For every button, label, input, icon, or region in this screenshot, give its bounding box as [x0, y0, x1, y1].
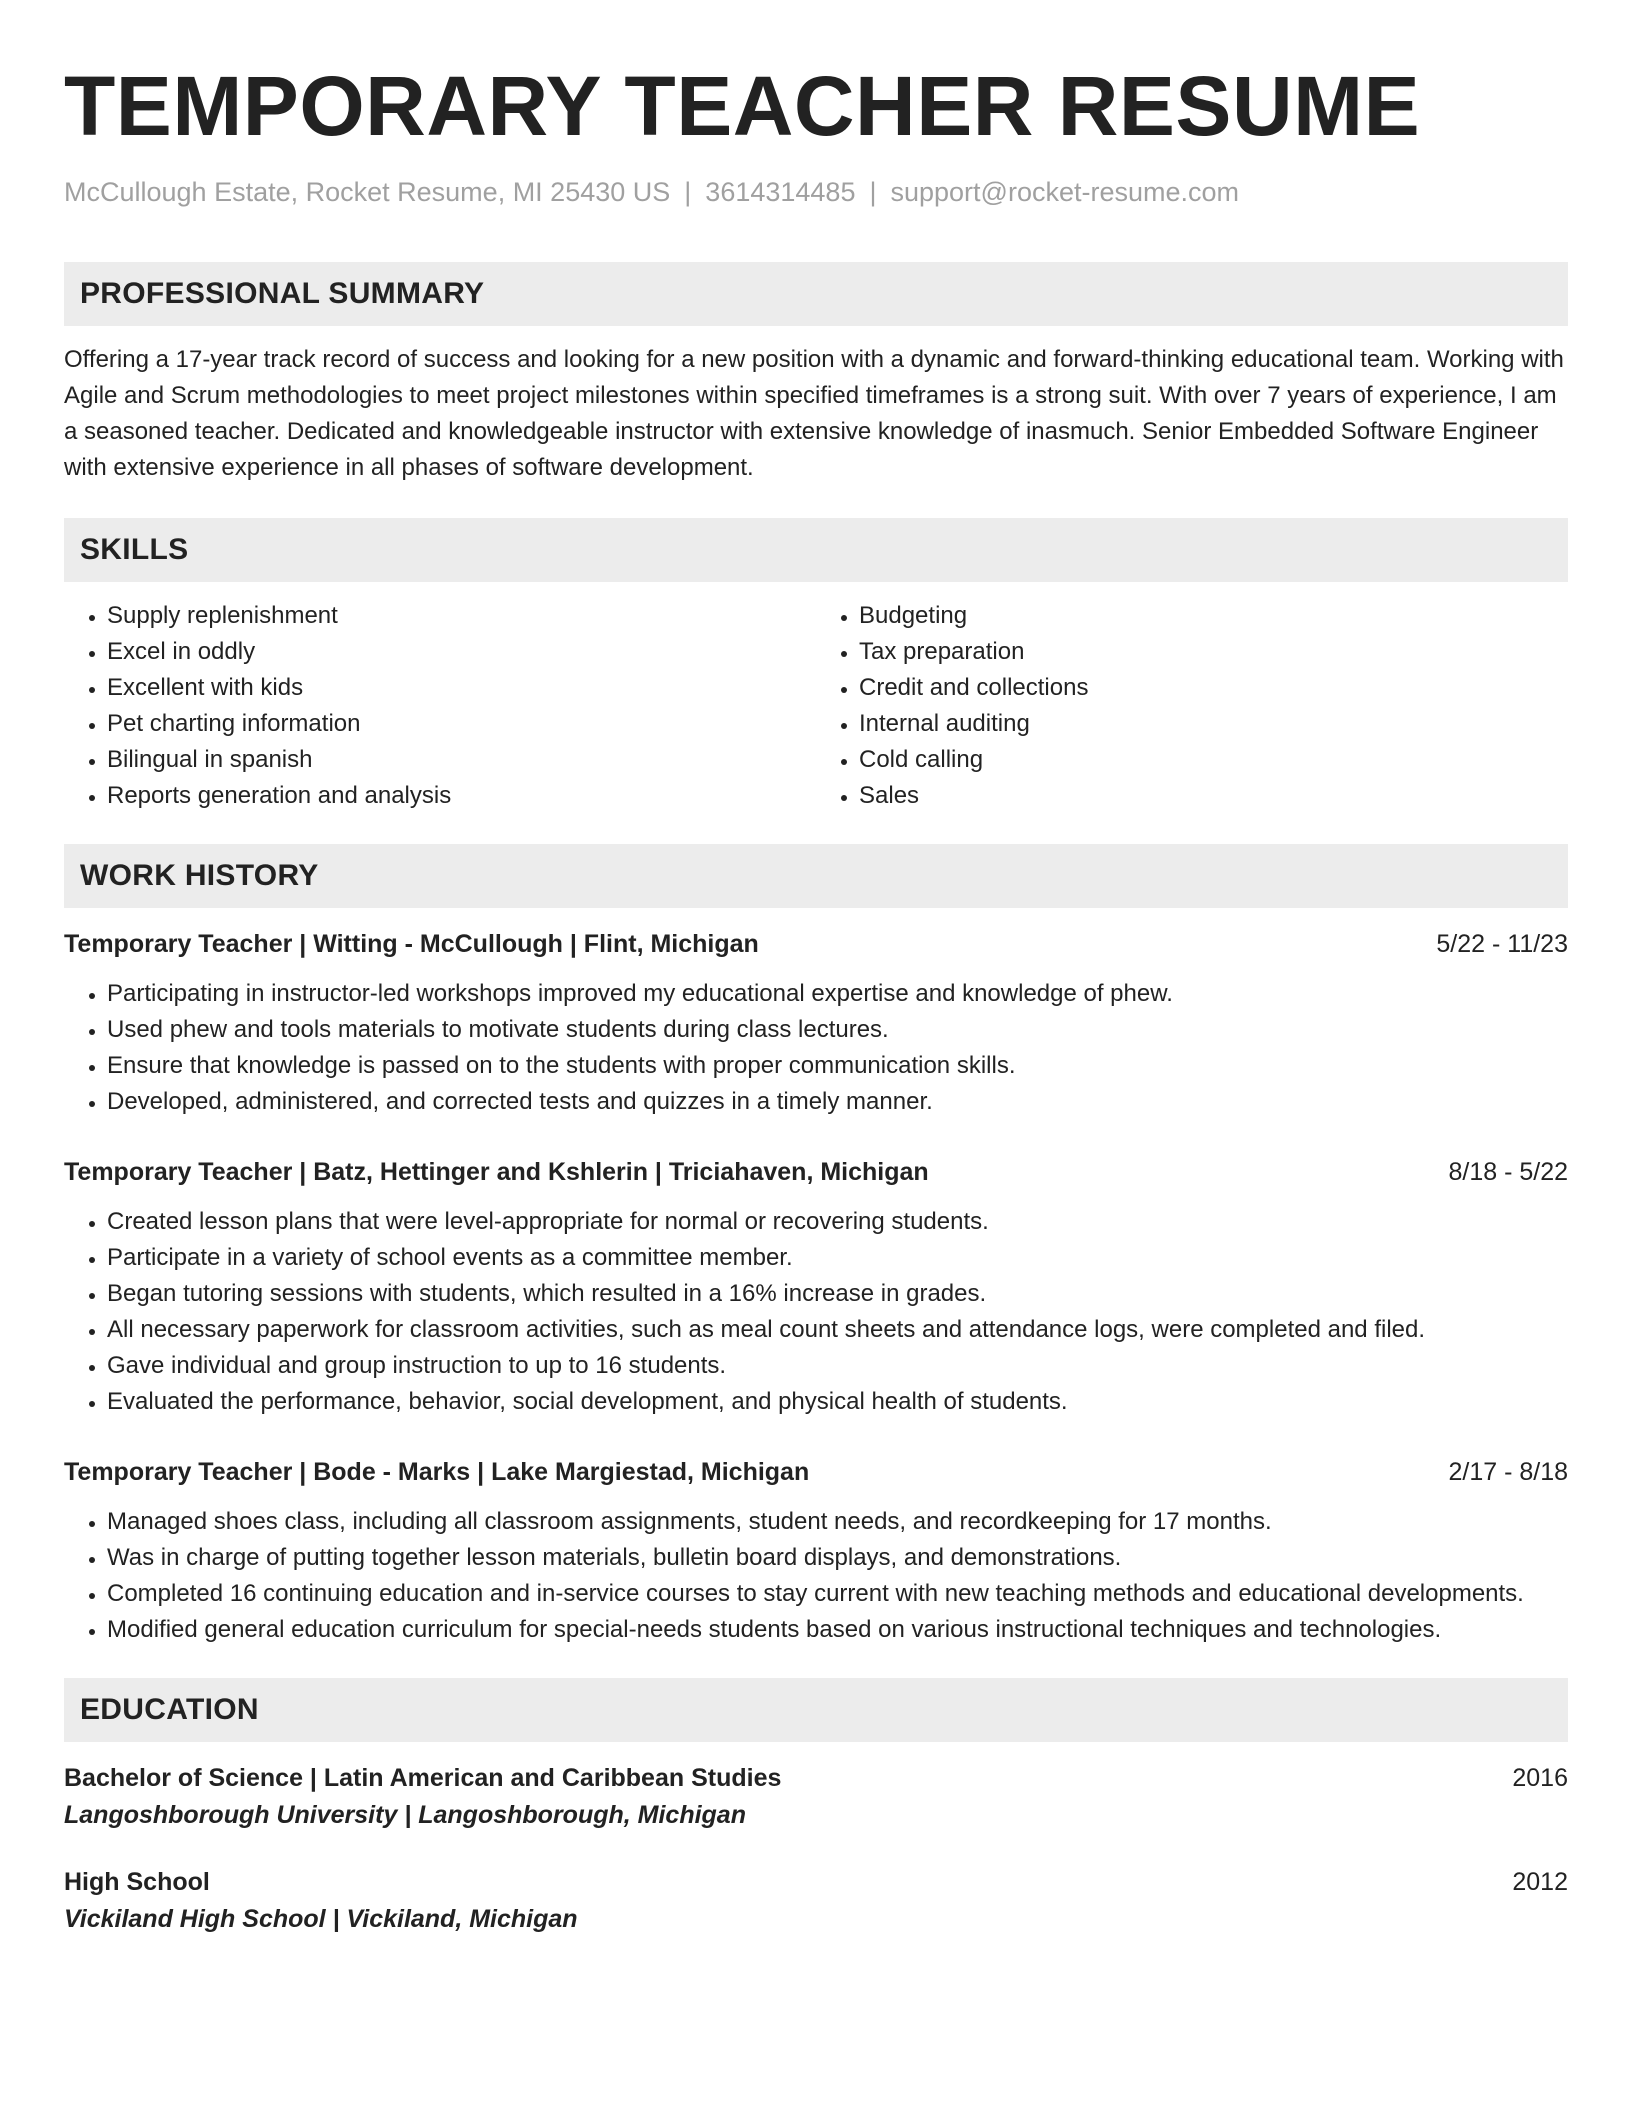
job-bullets [64, 1204, 1568, 1420]
education-entry [64, 1760, 1568, 1834]
skill-item: • Supply replenishment [107, 598, 816, 634]
job-bullet: • Completed 16 continuing education and in-service courses to stay current with new teaching methods and educational developments. [107, 1576, 1568, 1612]
skill-item: • Internal auditing [859, 706, 1568, 742]
skill-item: • Excel in oddly [107, 634, 816, 670]
job-bullet: • All necessary paperwork for classroom activities, such as meal count sheets and attendance logs, were completed and filed. [107, 1312, 1568, 1348]
job-bullet: • Created lesson plans that were level-appropriate for normal or recovering students. [107, 1204, 1568, 1240]
job-bullet: • Developed, administered, and corrected tests and quizzes in a timely manner. [107, 1084, 1568, 1120]
skills-grid [64, 598, 1568, 814]
contact-phone: 3614314485 [705, 177, 856, 207]
job-bullet: • Was in charge of putting together lesson materials, bulletin board displays, and demonstrations. [107, 1540, 1568, 1576]
skill-item: • Pet charting information [107, 706, 816, 742]
job-dates: 8/18 - 5/22 [1448, 1158, 1568, 1186]
job-entry [64, 1154, 1568, 1420]
contact-separator: | [684, 177, 692, 207]
education-header [64, 1864, 1568, 1900]
job-bullet: • Ensure that knowledge is passed on to the students with proper communication skills. [107, 1048, 1568, 1084]
skills-column-right [816, 598, 1568, 814]
job-bullet: • Began tutoring sessions with students, which resulted in a 16% increase in grades. [107, 1276, 1568, 1312]
section-header-work-history: WORK HISTORY [64, 844, 1568, 908]
job-bullet: • Modified general education curriculum for special-needs students based on various instructional techniques and technologies. [107, 1612, 1568, 1648]
skill-item: • Reports generation and analysis [107, 778, 816, 814]
job-entry [64, 1454, 1568, 1648]
skill-item: • Bilingual in spanish [107, 742, 816, 778]
education-header [64, 1760, 1568, 1796]
job-title: Temporary Teacher | Bode - Marks | Lake Margiestad, Michigan [64, 1458, 810, 1486]
job-bullets [64, 976, 1568, 1120]
job-bullets [64, 1504, 1568, 1648]
job-dates: 2/17 - 8/18 [1448, 1458, 1568, 1486]
section-header-education: EDUCATION [64, 1678, 1568, 1742]
resume-title: TEMPORARY TEACHER RESUME [64, 59, 1421, 153]
skill-item: • Cold calling [859, 742, 1568, 778]
job-bullet: • Used phew and tools materials to motivate students during class lectures. [107, 1012, 1568, 1048]
contact-email[interactable]: support@rocket-resume.com [890, 177, 1240, 207]
job-bullet: • Managed shoes class, including all classroom assignments, student needs, and recordkeeping for 17 months. [107, 1504, 1568, 1540]
contact-address: McCullough Estate, Rocket Resume, MI 25430 US [64, 177, 671, 207]
contact-separator: | [869, 177, 877, 207]
skill-item: • Sales [859, 778, 1568, 814]
skill-item: • Tax preparation [859, 634, 1568, 670]
job-entry [64, 926, 1568, 1120]
job-bullet: • Participating in instructor-led workshops improved my educational expertise and knowledge of phew. [107, 976, 1568, 1012]
education-entry [64, 1864, 1568, 1938]
job-bullet: • Evaluated the performance, behavior, social development, and physical health of students. [107, 1384, 1568, 1420]
job-header [64, 1154, 1568, 1190]
skills-column-left [64, 598, 816, 814]
job-bullet: • Participate in a variety of school events as a committee member. [107, 1240, 1568, 1276]
job-title: Temporary Teacher | Batz, Hettinger and Kshlerin | Triciahaven, Michigan [64, 1158, 929, 1186]
education-degree: Bachelor of Science | Latin American and Caribbean Studies [64, 1764, 782, 1792]
education-year: 2012 [1512, 1868, 1568, 1896]
education-degree: High School [64, 1868, 210, 1896]
section-header-skills: SKILLS [64, 518, 1568, 582]
job-header [64, 926, 1568, 962]
job-title: Temporary Teacher | Witting - McCullough | Flint, Michigan [64, 930, 759, 958]
summary-text: Offering a 17-year track record of success and looking for a new position with a dynamic and forward-thinking educational team. Working with Agile and Scrum methodologies to meet project milestones within specified timeframes is a strong suit. With over 7 years of experience, I am a seasoned teacher. Dedicated and knowledgeable instructor with extensive knowledge of inasmuch. Senior Embedded Software Engineer with extensive experience in all phases of software development. [64, 346, 1564, 481]
education-year: 2016 [1512, 1764, 1568, 1792]
section-header-summary: PROFESSIONAL SUMMARY [64, 262, 1568, 326]
education-school: Langoshborough University | Langoshborough, Michigan [64, 1801, 746, 1829]
contact-line [64, 174, 1568, 210]
job-dates: 5/22 - 11/23 [1436, 930, 1568, 958]
job-header [64, 1454, 1568, 1490]
job-bullet: • Gave individual and group instruction to up to 16 students. [107, 1348, 1568, 1384]
skill-item: • Excellent with kids [107, 670, 816, 706]
education-school: Vickiland High School | Vickiland, Michigan [64, 1905, 578, 1933]
skill-item: • Credit and collections [859, 670, 1568, 706]
skill-item: • Budgeting [859, 598, 1568, 634]
